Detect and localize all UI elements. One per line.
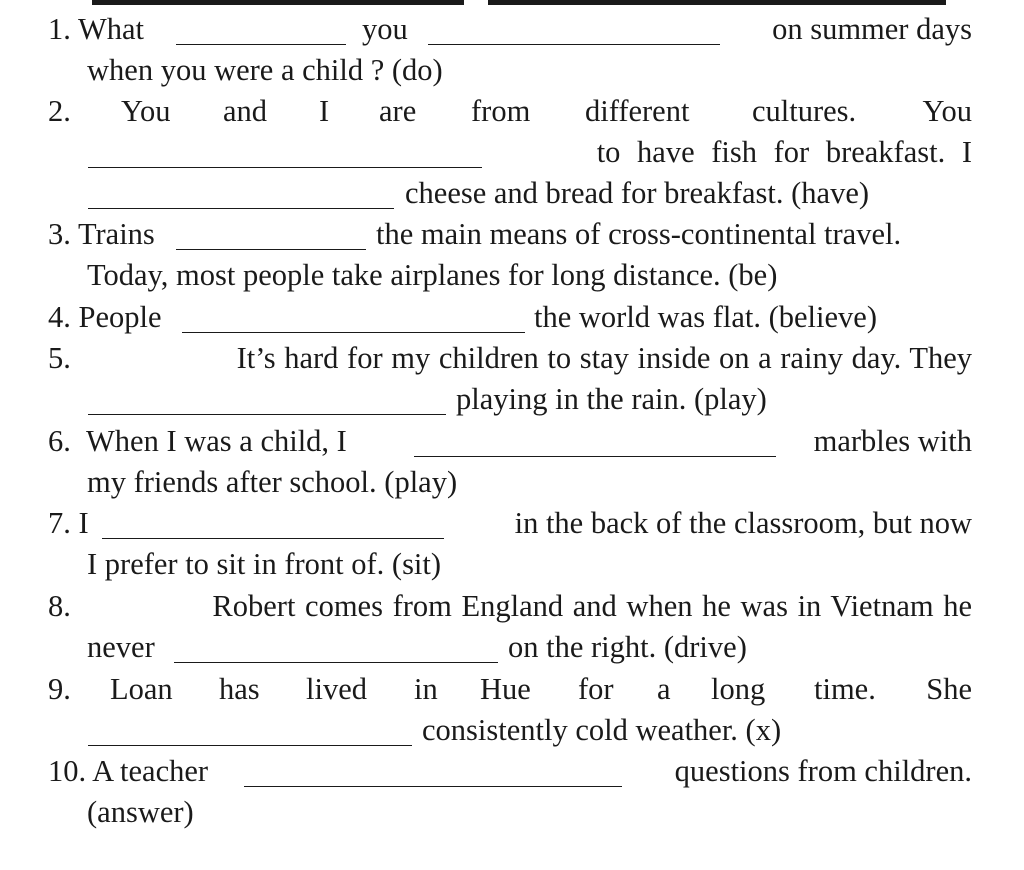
answer-blank-2a[interactable] (88, 167, 482, 168)
item-2-word: different (585, 94, 690, 128)
item-1-text: on summer days (772, 12, 972, 46)
item-9-word: in (414, 672, 438, 706)
item-2-word: I (319, 94, 330, 128)
item-3-number: 3. Trains (48, 217, 155, 251)
item-2-word: You (922, 94, 972, 128)
item-9-text: consistently cold weather. (x) (422, 713, 782, 747)
item-5-text: It’s hard for my children to stay inside on a rainy day. They (236, 341, 972, 375)
item-2-text: to have fish for breakfast. I (596, 135, 972, 169)
answer-blank-6[interactable] (414, 456, 776, 457)
item-2-word: from (471, 94, 531, 128)
item-2-word: cultures. (752, 94, 857, 128)
item-5-cont (0, 378, 1024, 419)
item-3-text: Today, most people take airplanes for long distance. (be) (87, 258, 778, 292)
item-10-text: questions from children. (674, 754, 972, 788)
item-10 (0, 750, 1024, 791)
item-7-number: 7. I (48, 506, 89, 540)
item-6-text: When I was a child, I (86, 424, 347, 458)
item-9 (0, 668, 1024, 709)
item-8-text: on the right. (drive) (508, 630, 747, 664)
item-7 (0, 502, 1024, 543)
item-8-cont (0, 626, 1024, 667)
item-10-text: (answer) (87, 795, 194, 829)
item-7-text: in the back of the classroom, but now (514, 506, 972, 540)
item-9-number: 9. (48, 672, 71, 706)
item-10-cont (0, 791, 1024, 832)
item-5-text: playing in the rain. (play) (456, 382, 767, 416)
item-2-word: are (379, 94, 417, 128)
item-2-word: You (121, 94, 171, 128)
cropped-heading-underline (0, 0, 1024, 8)
item-1-number: 1. What (48, 12, 144, 46)
item-6-number: 6. (48, 424, 71, 458)
answer-blank-1a[interactable] (176, 44, 346, 45)
answer-blank-1b[interactable] (428, 44, 720, 45)
item-7-cont (0, 543, 1024, 584)
item-8-text: Robert comes from England and when he was in Vietnam he (212, 589, 972, 623)
item-1-text: you (362, 12, 408, 46)
answer-blank-8[interactable] (174, 662, 498, 663)
item-2 (0, 90, 1024, 131)
item-4-text: the world was flat. (believe) (534, 300, 877, 334)
item-9-word: has (219, 672, 260, 706)
item-2-text: cheese and bread for breakfast. (have) (405, 176, 870, 210)
item-8-number: 8. (48, 589, 71, 623)
item-9-word: Hue (480, 672, 531, 706)
answer-blank-4[interactable] (182, 332, 525, 333)
item-6-text: my friends after school. (play) (87, 465, 458, 499)
item-2-word: and (223, 94, 268, 128)
item-5-number: 5. (48, 341, 71, 375)
item-1-cont (0, 49, 1024, 90)
item-9-word: lived (306, 672, 367, 706)
answer-blank-9[interactable] (88, 745, 412, 746)
item-9-word: long (711, 672, 766, 706)
item-1-text: when you were a child ? (do) (87, 53, 443, 87)
item-1 (0, 8, 1024, 49)
item-10-number: 10. A teacher (48, 754, 209, 788)
answer-blank-7[interactable] (102, 538, 444, 539)
item-9-word: time. (814, 672, 876, 706)
item-6 (0, 420, 1024, 461)
item-3 (0, 213, 1024, 254)
answer-blank-3[interactable] (176, 249, 366, 250)
item-4-number: 4. People (48, 300, 162, 334)
item-6-cont (0, 461, 1024, 502)
answer-blank-5[interactable] (88, 414, 446, 415)
item-2-cont (0, 131, 1024, 172)
item-2-cont (0, 172, 1024, 213)
item-3-cont (0, 254, 1024, 295)
item-9-word: She (926, 672, 972, 706)
answer-blank-10[interactable] (244, 786, 622, 787)
item-9-word: for (578, 672, 614, 706)
item-3-text: the main means of cross-continental travel. (376, 217, 902, 251)
item-7-text: I prefer to sit in front of. (sit) (87, 547, 442, 581)
item-9-cont (0, 709, 1024, 750)
item-5 (0, 337, 1024, 378)
item-2-number: 2. (48, 94, 71, 128)
item-4 (0, 296, 1024, 337)
item-8-text: never (87, 630, 155, 664)
item-9-word: a (657, 672, 671, 706)
item-8 (0, 585, 1024, 626)
item-6-text: marbles with (813, 424, 972, 458)
answer-blank-2b[interactable] (88, 208, 394, 209)
item-9-word: Loan (110, 672, 173, 706)
